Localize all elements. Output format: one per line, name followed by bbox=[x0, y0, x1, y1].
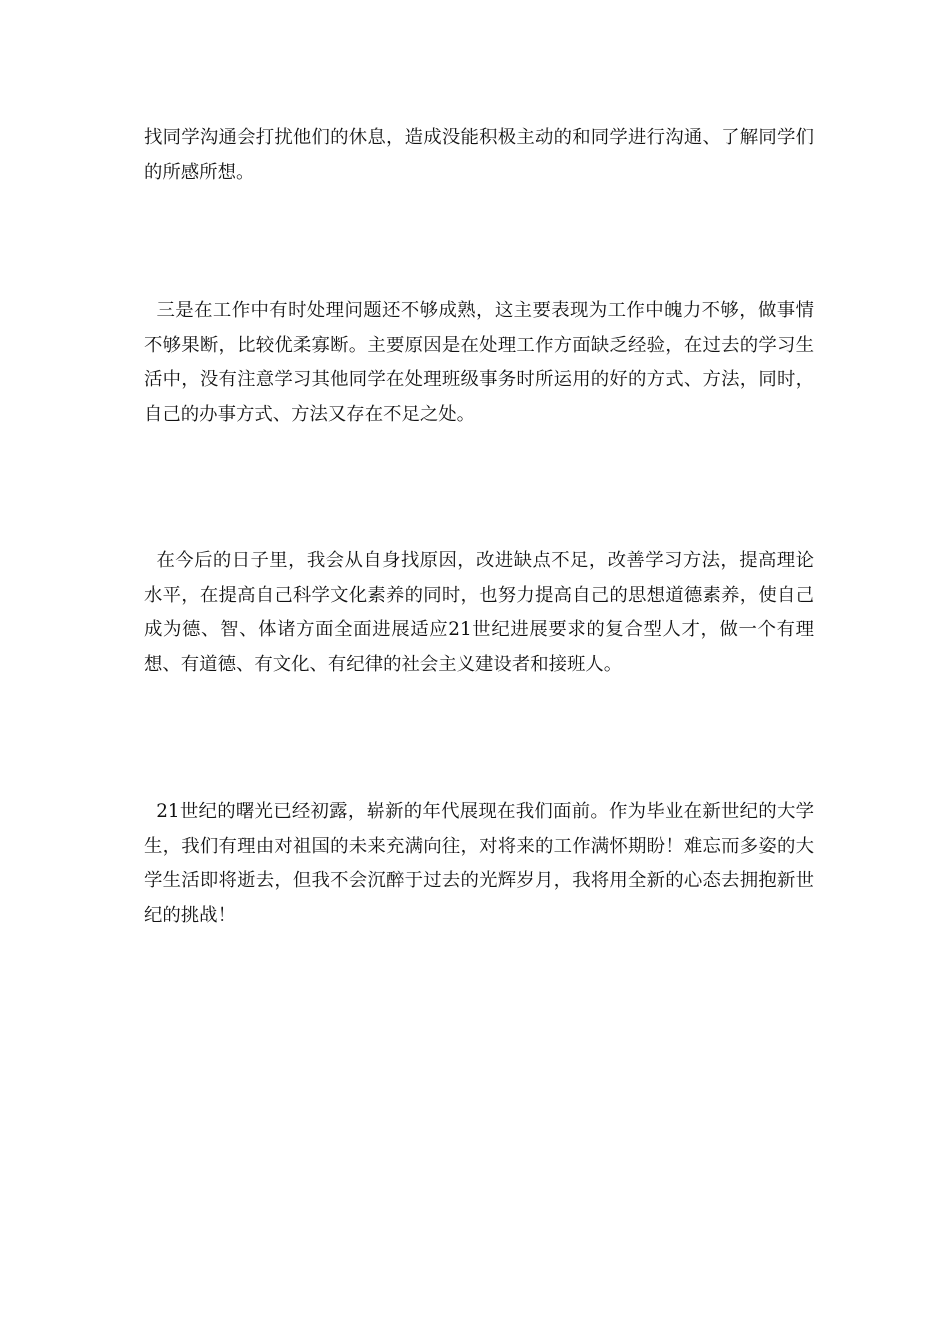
paragraph-communication: 找同学沟通会打扰他们的休息，造成没能积极主动的和同学进行沟通、了解同学们的所感所想。 bbox=[144, 127, 814, 183]
paragraph-work-maturity: 三是在工作中有时处理问题还不够成熟，这主要表现为工作中魄力不够，做事情不够果断，比较优柔寡断。主要原因是在处理工作方面缺乏经验，在过去的学习生活中，没有注意学习其他同学在处理班级事务时所运用的好的方式、方法，同时，自己的办事方式、方法又存在不足之处。 bbox=[144, 300, 814, 425]
paragraph-future-plans: 在今后的日子里，我会从自身找原因，改进缺点不足，改善学习方法，提高理论水平，在提高自己科学文化素养的同时，也努力提高自己的思想道德素养，使自己成为德、智、体诸方面全面进展适应21世纪进展要求的复合型人才，做一个有理想、有道德、有文化、有纪律的社会主义建设者和接班人。 bbox=[144, 550, 814, 675]
paragraph-new-century: 21世纪的曙光已经初露，崭新的年代展现在我们面前。作为毕业在新世纪的大学生，我们有理由对祖国的未来充满向往，对将来的工作满怀期盼！难忘而多姿的大学生活即将逝去，但我不会沉醉于过去的光辉岁月，我将用全新的心态去拥抱新世纪的挑战！ bbox=[144, 801, 814, 926]
